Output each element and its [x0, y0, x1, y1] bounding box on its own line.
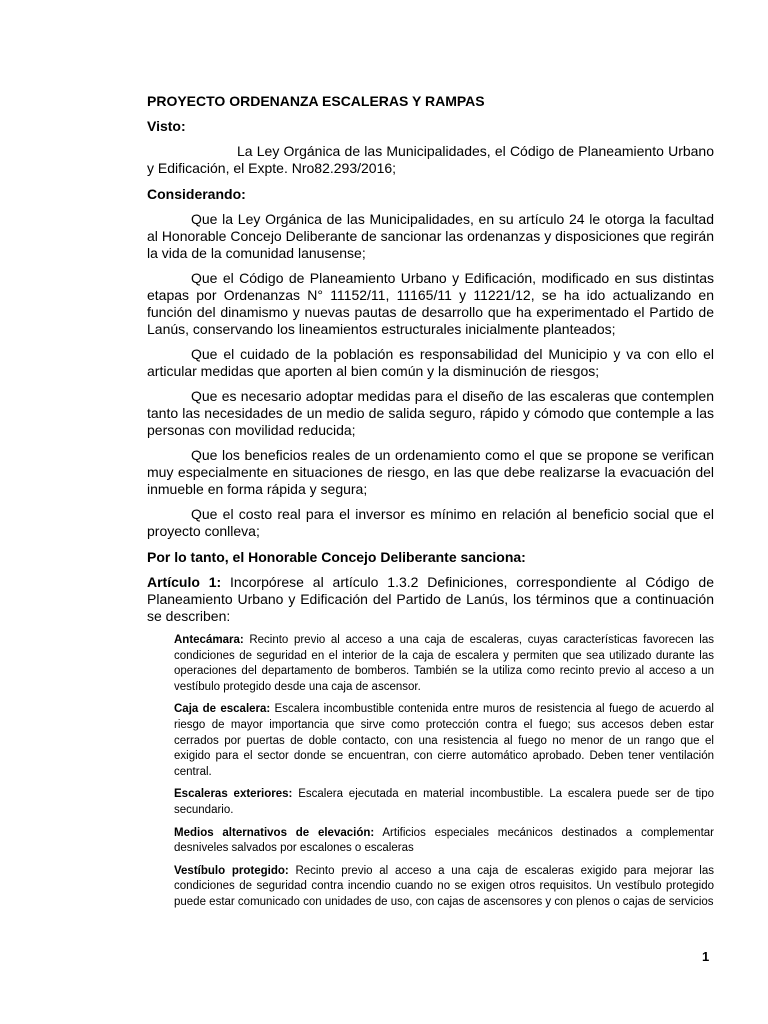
article-1 [147, 574, 714, 625]
definition-item [174, 826, 714, 857]
definition-term: Caja de escalera: [174, 703, 271, 716]
definition-term: Escaleras exteriores: [174, 788, 293, 801]
definition-text: Escalera ejecutada en material incombustible. La escalera puede ser de tipo secundario. [174, 788, 715, 816]
definitions-list [174, 633, 714, 911]
considerando-paragraph: Que la Ley Orgánica de las Municipalidades, en su artículo 24 le otorga la facultad al Honorable Concejo Deliberante de sancionar las ordenanzas y disposiciones que regirán la vida de la comunidad lanusense; [147, 211, 714, 261]
considerando-paragraph: Que el costo real para el inversor es mínimo en relación al beneficio social que el proyecto conlleva; [147, 506, 714, 539]
definition-text: Recinto previo al acceso a una caja de escaleras, cuyas características favorecen las condiciones de seguridad en el interior de la caja de escalera y permiten que sea utilizado durante las operaciones del departamento de bomberos. También se la utiliza como recinto previo al acceso a un vestíbulo protegido desde una caja de ascensor. [174, 634, 714, 693]
definition-text: Escalera incombustible contenida entre muros de resistencia al fuego de acuerdo al riesgo de mayor importancia que sirve como protección contra el fuego; sus accesos deben estar cerrados por puertas de doble contacto, con una resistencia al fuego no menor de un rango que el exigido para el sector donde se encuentran, con cierre automático aprobado. Deben tener ventilación central. [174, 703, 714, 778]
definition-item [174, 864, 714, 911]
considerando-heading: Considerando: [147, 186, 246, 202]
document-body [147, 92, 714, 918]
sanciona-heading: Por lo tanto, el Honorable Concejo Deliberante sanciona: [147, 549, 526, 565]
page-number: 1 [702, 949, 710, 964]
definition-text: Artificios especiales mecánicos destinados a complementar desniveles salvados por escalones o escaleras [174, 826, 714, 855]
considerando-paragraph: Que el cuidado de la población es responsabilidad del Municipio y va con ello el articular medidas que aporten al bien común y la disminución de riesgos; [147, 346, 714, 379]
article-1-text: Incorpórese al artículo 1.3.2 Definiciones, correspondiente al Código de Planeamiento Urbano y Edificación del Partido de Lanús, los términos que a continuación se describen: [147, 574, 714, 624]
definition-term: Antecámara: [174, 634, 244, 646]
considerando-paragraph: Que el Código de Planeamiento Urbano y Edificación, modificado en sus distintas etapas por Ordenanzas N° 11152/11, 11165/11 y 11221/12, se ha ido actualizando en función del dinamismo y nuevas pautas de desarrollo que ha experimentado el Partido de Lanús, conservando los lineamientos estructurales inicialmente planteados; [147, 270, 714, 337]
definition-term: Medios alternativos de elevación: [174, 826, 375, 839]
definition-item [174, 702, 714, 780]
document-title: PROYECTO ORDENANZA ESCALERAS Y RAMPAS [147, 93, 485, 109]
definition-item [174, 633, 714, 695]
considerando-paragraph: Que los beneficios reales de un ordenamiento como el que se propone se verifican muy especialmente en situaciones de riesgo, en las que debe realizarse la evacuación del inmueble en forma rápida y segura; [147, 447, 714, 497]
visto-paragraph: La Ley Orgánica de las Municipalidades, el Código de Planeamiento Urbano y Edificación, el Expte. Nro82.293/2016; [147, 143, 714, 176]
article-1-label: Artículo 1: [147, 574, 222, 590]
definition-item [174, 787, 714, 818]
considerando-paragraph: Que es necesario adoptar medidas para el diseño de las escaleras que contemplen tanto las necesidades de un medio de salida seguro, rápido y cómodo que contemple a las personas con movilidad reducida; [147, 388, 714, 438]
definition-term: Vestíbulo protegido: [174, 864, 289, 877]
definition-text: Recinto previo al acceso a una caja de escaleras exigido para mejorar las condiciones de seguridad contra incendio cuando no se exigen otros requisitos. Un vestíbulo protegido puede estar comunicado con unidades de uso, con cajas de ascensores y con plenos o cajas de servicios [174, 864, 714, 908]
visto-heading: Visto: [147, 118, 186, 134]
